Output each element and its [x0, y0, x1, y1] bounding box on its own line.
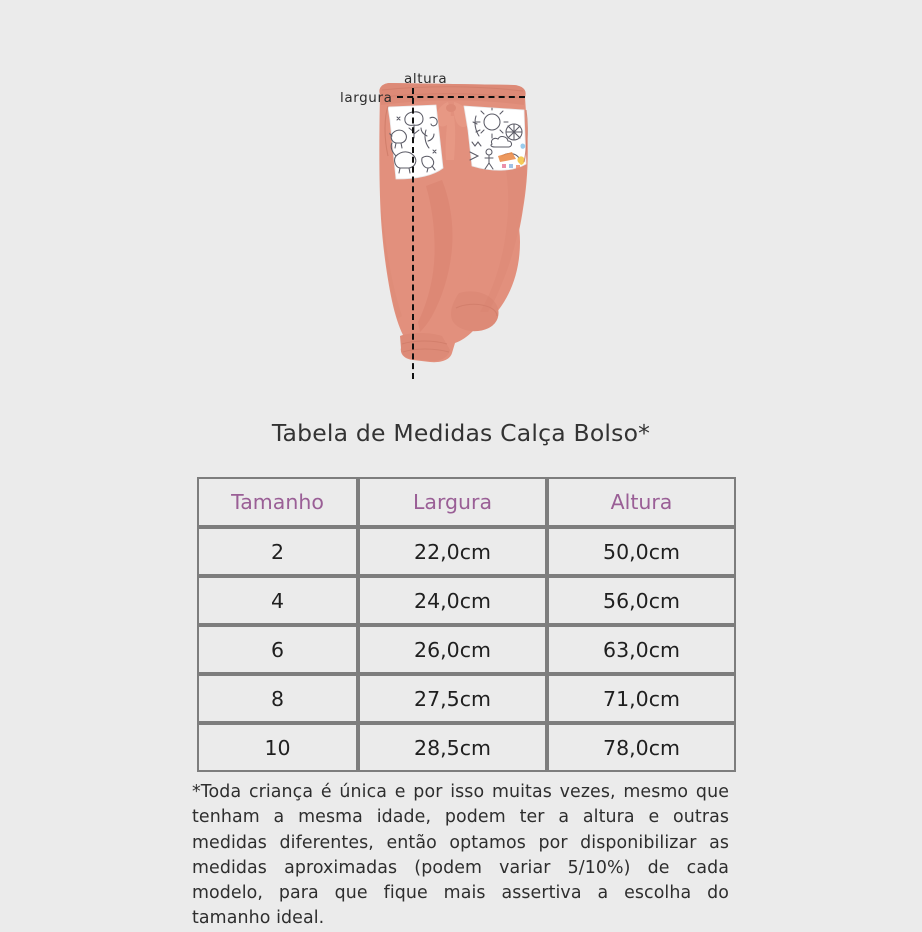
cell-size: 2	[197, 527, 358, 576]
footnote-text: *Toda criança é única e por isso muitas vezes, mesmo que tenham a mesma idade, podem ter a altura e outras medidas diferentes, então optamos por disponibilizar as medidas aproximadas (podem variar 5/10%) de cada modelo, para que fique mais assertiva a escolha do tamanho ideal.	[192, 782, 729, 929]
cell-height: 71,0cm	[547, 674, 736, 723]
right-pocket-print	[464, 106, 526, 170]
left-pocket-print	[388, 105, 443, 179]
size-measurements-table	[197, 477, 736, 772]
cell-height: 56,0cm	[547, 576, 736, 625]
table-row	[197, 625, 736, 674]
header-altura: Altura	[547, 477, 736, 527]
table-row	[197, 674, 736, 723]
cell-height: 78,0cm	[547, 723, 736, 772]
cell-size: 8	[197, 674, 358, 723]
cell-width: 24,0cm	[358, 576, 547, 625]
header-tamanho: Tamanho	[197, 477, 358, 527]
cell-width: 28,5cm	[358, 723, 547, 772]
page-title: Tabela de Medidas Calça Bolso*	[271, 419, 651, 447]
header-largura: Largura	[358, 477, 547, 527]
table-row	[197, 723, 736, 772]
table-header	[197, 477, 736, 527]
cell-size: 4	[197, 576, 358, 625]
table-header-row	[197, 477, 736, 527]
cell-width: 22,0cm	[358, 527, 547, 576]
cell-width: 27,5cm	[358, 674, 547, 723]
cell-size: 6	[197, 625, 358, 674]
largura-label: largura	[340, 90, 393, 106]
cell-width: 26,0cm	[358, 625, 547, 674]
largura-dashed-line	[397, 96, 525, 98]
table-row	[197, 576, 736, 625]
altura-dashed-line	[412, 88, 414, 379]
table-body	[197, 527, 736, 772]
table-row	[197, 527, 736, 576]
product-illustration-area	[0, 0, 922, 400]
cell-height: 63,0cm	[547, 625, 736, 674]
cell-size: 10	[197, 723, 358, 772]
cell-height: 50,0cm	[547, 527, 736, 576]
jogger-pants-illustration	[330, 60, 592, 390]
altura-label: altura	[404, 71, 448, 87]
